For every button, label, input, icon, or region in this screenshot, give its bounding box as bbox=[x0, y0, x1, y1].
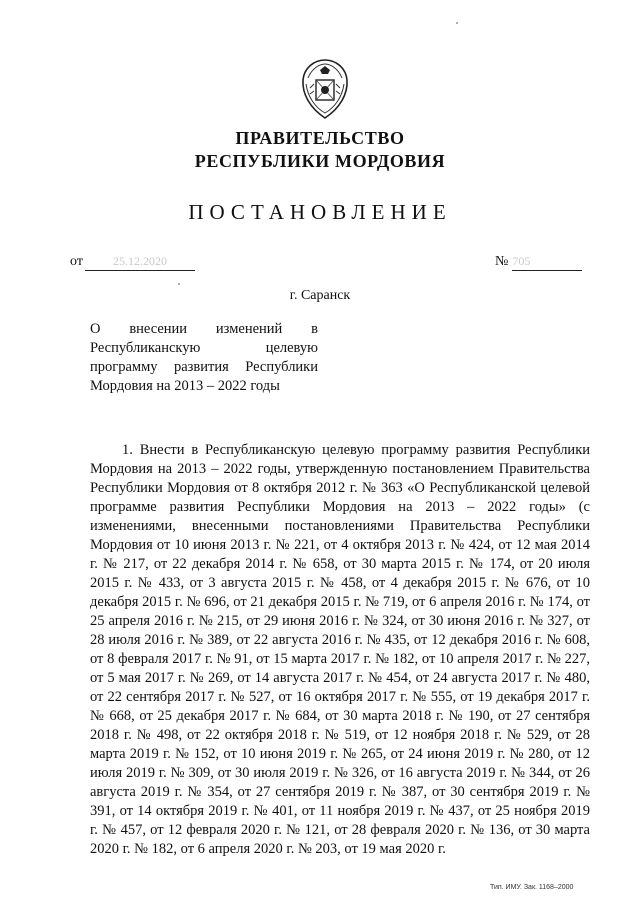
body-paragraph: 1. Внести в Республиканскую целевую программу развития Республики Мордовия на 2013 – 2022 годы, утвержденную постановлением Правительства Республики Мордовия от 8 октября 2012 г. № 363 «О Республиканской целевой программе развития Республики Мордовия на 2013 – 2022 годы» (с изменениями, внесенными постановлениями Правительства Республики Мордовия от 10 июня 2013 г. № 221, от 4 октября 2013 г. № 424, от 12 мая 2014 г. № 217, от 22 декабря 2014 г. № 658, от 30 марта 2015 г. № 174, от 20 июля 2015 г. № 433, от 3 августа 2015 г. № 458, от 4 декабря 2015 г. № 676, от 10 декабря 2015 г. № 696, от 21 декабря 2015 г. № 719, от 6 апреля 2016 г. № 174, от 25 апреля 2016 г. № 215, от 29 июня 2016 г. № 324, от 30 июня 2016 г. № 327, от 28 июля 2016 г. № 389, от 22 августа 2016 г. № 435, от 12 декабря 2016 г. № 608, от 8 февраля 2017 г. № 91, от 15 марта 2017 г. № 182, от 10 апреля 2017 г. № 227, от 5 мая 2017 г. № 269, от 14 августа 2017 г. № 454, от 24 августа 2017 г. № 480, от 22 сентября 2017 г. № 527, от 16 октября 2017 г. № 555, от 19 декабря 2017 г. № 668, от 25 декабря 2017 г. № 684, от 30 марта 2018 г. № 190, от 27 сентября 2018 г. № 498, от 22 октября 2018 г. № 519, от 12 ноября 2018 г. № 529, от 28 марта 2019 г. № 152, от 10 июня 2019 г. № 265, от 24 июня 2019 г. № 280, от 12 июля 2019 г. № 309, от 30 июля 2019 г. № 326, от 16 августа 2019 г. № 344, от 26 августа 2019 г. № 354, от 27 сентября 2019 г. № 387, от 30 сентября 2019 г. № 391, от 14 октября 2019 г. № 401, от 11 ноября 2019 г. № 437, от 25 ноября 2019 г. № 457, от 12 февраля 2020 г. № 121, от 28 февраля 2020 г. № 136, от 30 марта 2020 г. № 182, от 6 апреля 2020 г. № 203, от 19 мая 2020 г. bbox=[90, 442, 590, 857]
number-field: 705 bbox=[512, 254, 582, 271]
subject-block: О внесении изменений в Республиканскую целевую программу развития Республики Мордовия на 2013 – 2022 годы bbox=[90, 321, 318, 394]
number-row bbox=[495, 254, 582, 271]
date-row bbox=[70, 254, 195, 271]
scan-speck bbox=[178, 283, 180, 285]
number-label: № bbox=[495, 254, 509, 269]
scan-speck bbox=[456, 22, 458, 24]
government-title-line2: РЕСПУБЛИКИ МОРДОВИЯ bbox=[194, 151, 446, 171]
date-field: 25.12.2020 bbox=[85, 254, 195, 271]
city: г. Саранск bbox=[289, 288, 351, 303]
document-type: ПОСТАНОВЛЕНИЕ bbox=[188, 200, 452, 224]
coat-of-arms-icon bbox=[298, 58, 352, 120]
government-title-line1: ПРАВИТЕЛЬСТВО bbox=[235, 128, 405, 148]
print-note: Тип. ИМУ. Зак. 1168–2000 bbox=[490, 884, 574, 891]
date-label: от bbox=[70, 254, 83, 269]
